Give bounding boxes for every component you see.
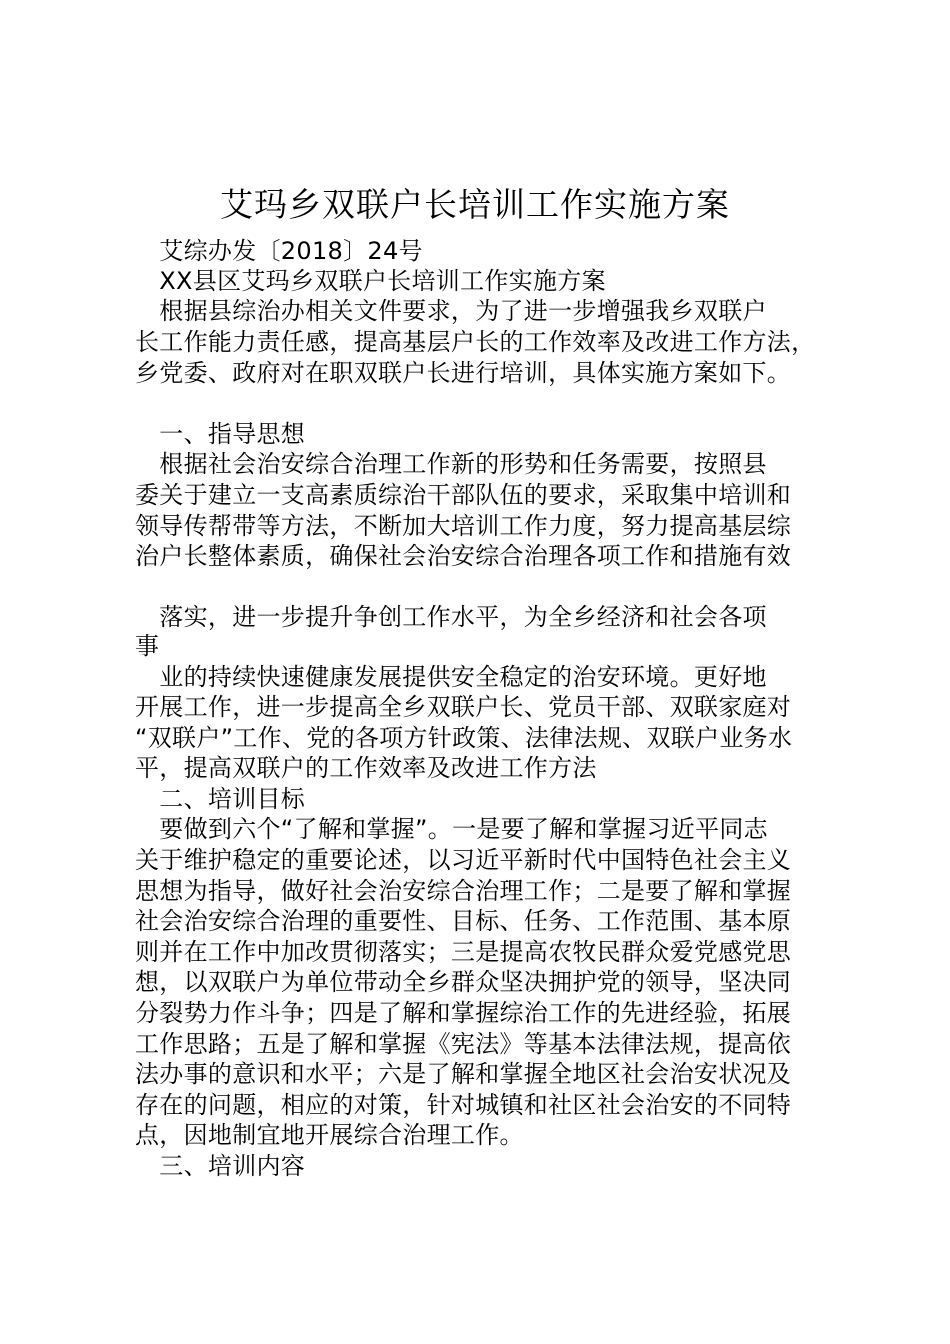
text-line: 业的持续快速健康发展提供安全稳定的治安环境。更好地 bbox=[135, 663, 767, 691]
text-line: 关于维护稳定的重要论述，以习近平新时代中国特色社会主义 bbox=[135, 846, 792, 874]
text-line: 点，因地制宜地开展综合治理工作。 bbox=[135, 1121, 524, 1149]
text-line: 思想为指导，做好社会治安综合治理工作；二是要了解和掌握 bbox=[135, 877, 792, 905]
text-line: 落实，进一步提升争创工作水平，为全乡经济和社会各项 bbox=[135, 603, 767, 631]
text-line: XX县区艾玛乡双联户长培训工作实施方案 bbox=[135, 267, 606, 295]
text-line: 法办事的意识和水平；六是了解和掌握全地区社会治安状况及 bbox=[135, 1060, 792, 1088]
text-line: 艾综办发〔2018〕24号 bbox=[135, 237, 423, 265]
text-line: 根据县综治办相关文件要求，为了进一步增强我乡双联户 bbox=[135, 297, 767, 325]
text-line: 社会治安综合治理的重要性、目标、任务、工作范围、基本原 bbox=[135, 907, 792, 935]
text-line: 则并在工作中加改贯彻落实；三是提高农牧民群众爱党感党思 bbox=[135, 938, 792, 966]
text-line: 平，提高双联户的工作效率及改进工作方法 bbox=[135, 754, 597, 782]
section-heading: 三、培训内容 bbox=[135, 1152, 306, 1180]
text-line: 想，以双联户为单位带动全乡群众坚决拥护党的领导，坚决同 bbox=[135, 968, 792, 996]
text-line: 领导传帮带等方法，不断加大培训工作力度，努力提高基层综 bbox=[135, 512, 792, 540]
text-line: 治户长整体素质，确保社会治安综合治理各项工作和措施有效 bbox=[135, 542, 792, 570]
text-line: 工作思路；五是了解和掌握《宪法》等基本法律法规，提高依 bbox=[135, 1030, 792, 1058]
section-heading: 二、培训目标 bbox=[135, 785, 306, 813]
document-title: 艾玛乡双联户长培训工作实施方案 bbox=[220, 185, 730, 224]
text-line: 事 bbox=[135, 632, 160, 660]
text-line: “双联户”工作、党的各项方针政策、法律法规、双联户业务水 bbox=[135, 724, 793, 752]
text-line: 分裂势力作斗争；四是了解和掌握综治工作的先进经验，拓展 bbox=[135, 999, 792, 1027]
text-line: 委关于建立一支高素质综治干部队伍的要求，采取集中培训和 bbox=[135, 481, 792, 509]
text-line: 存在的问题，相应的对策，针对城镇和社区社会治安的不同特 bbox=[135, 1091, 792, 1119]
text-line: 要做到六个“了解和掌握”。一是要了解和掌握习近平同志 bbox=[135, 815, 768, 843]
section-heading: 一、指导思想 bbox=[135, 420, 306, 448]
text-line: 开展工作，进一步提高全乡双联户长、党员干部、双联家庭对 bbox=[135, 693, 792, 721]
text-line: 根据社会治安综合治理工作新的形势和任务需要，按照县 bbox=[135, 450, 767, 478]
text-line: 乡党委、政府对在职双联户长进行培训，具体实施方案如下。 bbox=[135, 359, 792, 387]
text-line: 长工作能力责任感，提高基层户长的工作效率及改进工作方法， bbox=[135, 328, 816, 356]
